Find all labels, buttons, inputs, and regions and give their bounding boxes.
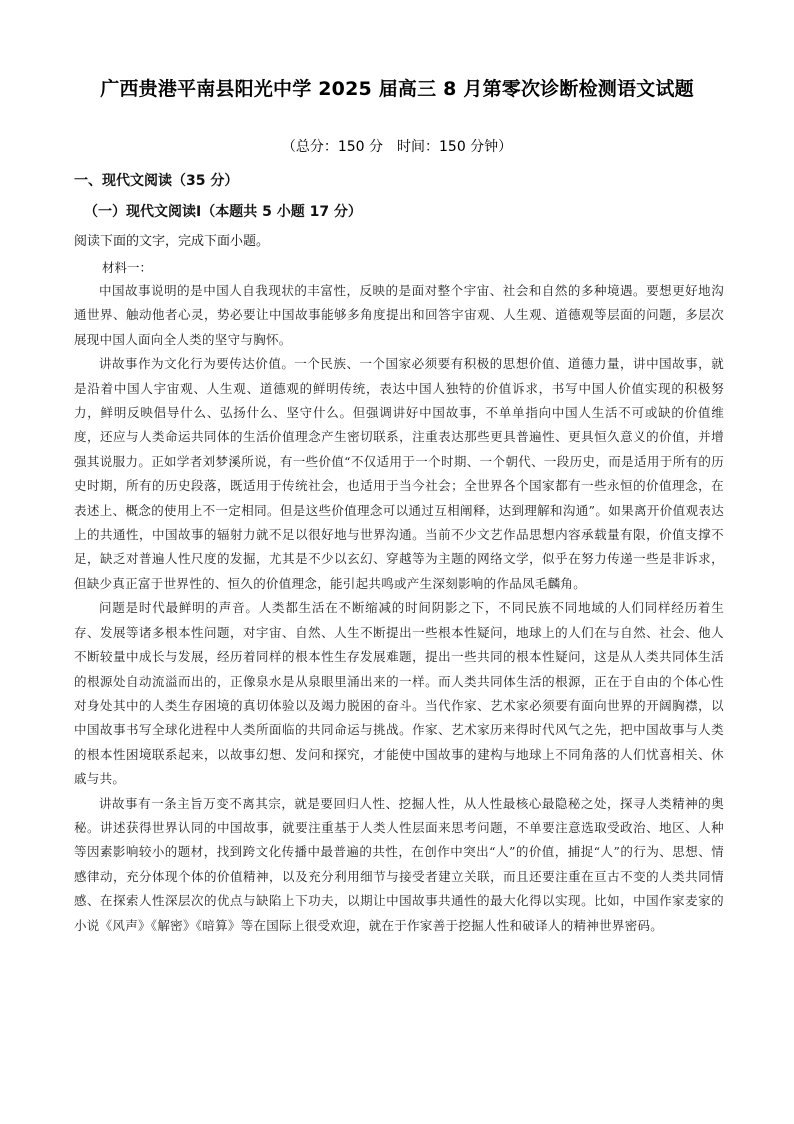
paragraph: 中国故事说明的是中国人自我现状的丰富性，反映的是面对整个宇宙、社会和自然的多种境遇。要想更好地沟通世界、触动他者心灵，势必要让中国故事能够多角度提出和回答宇宙观、人生观、道德观等层面的问题，多层次展现中国人面向全人类的坚守与胸怀。 bbox=[74, 283, 724, 347]
exam-meta: （总分：150 分 时间：150 分钟） bbox=[281, 139, 513, 155]
reading-passage bbox=[74, 279, 724, 938]
paragraph: 讲故事有一条主旨万变不离其宗，就是要回归人性、挖掘人性，从人性最核心最隐秘之处，探寻人类精神的奥秘。讲述获得世界认同的中国故事，就要注重基于人类人性层面来思考问题，不单要注意选取受政治、地区、人种等因素影响较小的题材，找到跨文化传播中最普遍的共性，在创作中突出“人”的价值，捕捉“人”的行为、思想、情感律动，充分体现个体的价值精神，以及充分利用细节与接受者建立关联，而且还要注重在亘古不变的人类共同情感、在探索人性深层次的优点与缺陷上下功夫，以期让中国故事共通性的最大化得以实现。比如，中国作家麦家的小说《风声》《解密》《暗算》等在国际上很受欢迎，就在于作家善于挖掘人性和破译人的精神世界密码。 bbox=[74, 795, 724, 933]
section-heading: 一、现代文阅读（35 分） bbox=[74, 173, 239, 189]
paragraph: 讲故事作为文化行为要传达价值。一个民族、一个国家必须要有积极的思想价值、道德力量，讲中国故事，就是沿着中国人宇宙观、人生观、道德观的鲜明传统，表达中国人独特的价值诉求，书写中国人价值实现的积极努力，鲜明反映倡导什么、弘扬什么、坚守什么。但强调讲好中国故事，不单单指向中国人生活不可或缺的价值维度，还应与人类命运共同体的生活价值理念产生密切联系，注重表达那些更具普遍性、更具恒久意义的价值，并增强其说服力。正如学者刘梦溪所说，有一些价值“不仅适用于一个时期、一个朝代、一段历史，而是适用于所有的历史时期，所有的历史段落，既适用于传统社会，也适用于当今社会；全世界各个国家都有一些永恒的价值理念，在表述上、概念的使用上不一定相同。但是这些价值理念可以通过互相阐释，达到理解和沟通”。如果离开价值观表达上的共通性，中国故事的辐射力就不足以很好地与世界沟通。当前不少文艺作品思想内容承载量有限，价值支撑不足，缺乏对普遍人性尺度的发掘，尤其是不少以玄幻、穿越等为主题的网络文学，似乎在努力传递一些是非诉求，但缺少真正富于世界性的、恒久的价值理念，能引起共鸣或产生深刻影响的作品凤毛麟角。 bbox=[74, 356, 724, 591]
material-label: 材料一： bbox=[102, 260, 153, 275]
instruction-text: 阅读下面的文字，完成下面小题。 bbox=[74, 234, 270, 249]
subsection-heading: （一）现代文阅读Ⅰ（本题共 5 小题 17 分） bbox=[84, 204, 362, 220]
paragraph: 问题是时代最鲜明的声音。人类都生活在不断缩减的时间阴影之下，不同民族不同地域的人们同样经历着生存、发展等诸多根本性问题，对宇宙、自然、人生不断提出一些根本性疑问，地球上的人们在与自然、社会、他人不断较量中成长与发展，经历着同样的根本性生存发展难题，提出一些共同的根本性疑问，这是从人类共同体生活的根源处自动流溢而出的，正像泉水是从泉眼里涌出来的一样。而人类共同体生活的根源，正在于自由的个体心性对身处其中的人类生存困境的真切体验以及竭力脱困的奋斗。当代作家、艺术家必须要有面向世界的开阔胸襟，以中国故事书写全球化进程中人类所面临的共同命运与挑战。作家、艺术家历来得时代风气之先，把中国故事与人类的根本性困境联系起来，以故事幻想、发问和探究，才能使中国故事的建构与地球上不同角落的人们忧喜相关、休戚与共。 bbox=[74, 600, 724, 787]
page-title: 广西贵港平南县阳光中学 2025 届高三 8 月第零次诊断检测语文试题 bbox=[100, 78, 694, 100]
